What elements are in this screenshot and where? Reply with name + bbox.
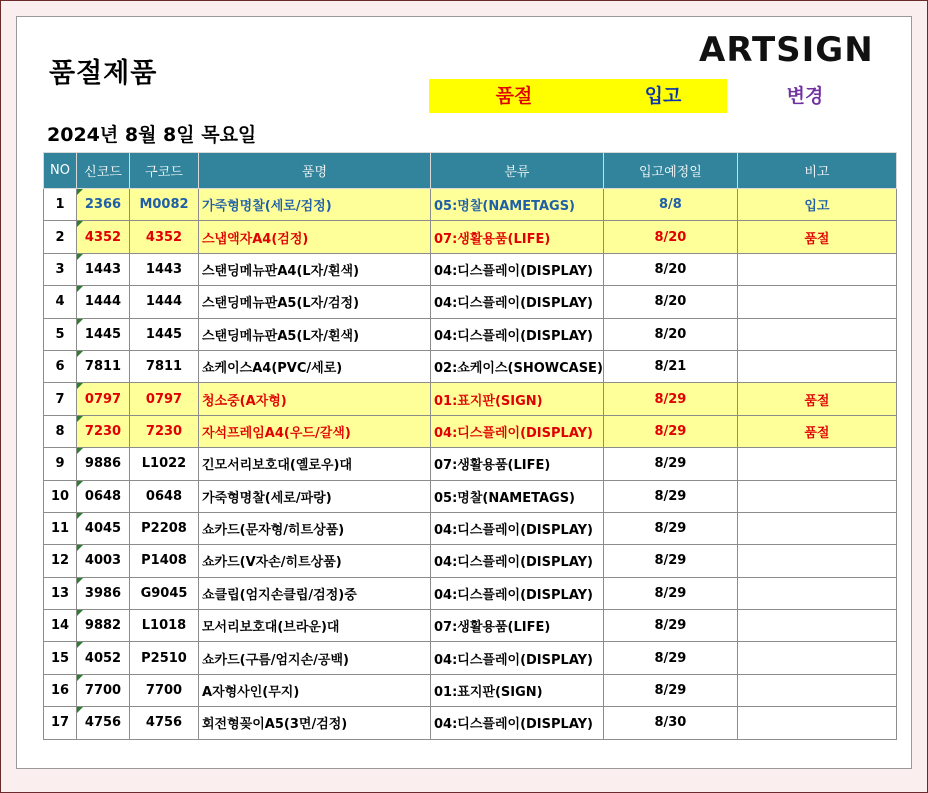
row-product-name: 스탠딩메뉴판A4(L자/흰색) <box>199 253 431 285</box>
row-note: 품절 <box>737 415 896 447</box>
row-old-code: 1443 <box>130 253 199 285</box>
row-arrival-date: 8/29 <box>603 512 737 544</box>
table-row <box>44 545 897 577</box>
row-new-code: 4052 <box>77 642 130 674</box>
row-category: 04:디스플레이(DISPLAY) <box>431 577 604 609</box>
header-note: 비고 <box>737 153 896 189</box>
row-no: 5 <box>44 318 77 350</box>
table-row <box>44 286 897 318</box>
table-row <box>44 480 897 512</box>
row-category: 01:표지판(SIGN) <box>431 674 604 706</box>
row-old-code: 4352 <box>130 221 199 253</box>
row-category: 05:명찰(NAMETAGS) <box>431 480 604 512</box>
row-note <box>737 707 896 739</box>
table-row <box>44 610 897 642</box>
row-new-code: 7811 <box>77 350 130 382</box>
row-old-code: P1408 <box>130 545 199 577</box>
row-note: 품절 <box>737 221 896 253</box>
row-note <box>737 448 896 480</box>
header-product-name: 품명 <box>199 153 431 189</box>
row-product-name: A자형사인(무지) <box>199 674 431 706</box>
row-note: 품절 <box>737 383 896 415</box>
table-row <box>44 577 897 609</box>
row-note <box>737 545 896 577</box>
row-arrival-date: 8/20 <box>603 221 737 253</box>
row-arrival-date: 8/20 <box>603 286 737 318</box>
row-arrival-date: 8/29 <box>603 545 737 577</box>
row-product-name: 쇼케이스A4(PVC/세로) <box>199 350 431 382</box>
table-row <box>44 383 897 415</box>
table-row <box>44 318 897 350</box>
row-note <box>737 480 896 512</box>
row-arrival-date: 8/29 <box>603 480 737 512</box>
row-arrival-date: 8/8 <box>603 189 737 221</box>
row-arrival-date: 8/20 <box>603 253 737 285</box>
row-no: 9 <box>44 448 77 480</box>
table-row <box>44 221 897 253</box>
row-product-name: 스냅액자A4(검정) <box>199 221 431 253</box>
table-row <box>44 415 897 447</box>
table-row <box>44 253 897 285</box>
row-category: 04:디스플레이(DISPLAY) <box>431 318 604 350</box>
row-old-code: G9045 <box>130 577 199 609</box>
row-product-name: 스탠딩메뉴판A5(L자/검정) <box>199 286 431 318</box>
row-new-code: 9886 <box>77 448 130 480</box>
row-new-code: 9882 <box>77 610 130 642</box>
brand-logo: ARTSIGN <box>699 30 874 70</box>
row-category: 07:생활용품(LIFE) <box>431 448 604 480</box>
table-row <box>44 448 897 480</box>
row-no: 8 <box>44 415 77 447</box>
row-no: 2 <box>44 221 77 253</box>
row-arrival-date: 8/29 <box>603 610 737 642</box>
header-new-code: 신코드 <box>77 153 130 189</box>
row-product-name: 쇼클립(엄지손클립/검정)중 <box>199 577 431 609</box>
row-category: 04:디스플레이(DISPLAY) <box>431 253 604 285</box>
legend-inbound: 입고 <box>644 85 682 107</box>
row-old-code: L1018 <box>130 610 199 642</box>
row-note <box>737 642 896 674</box>
row-no: 14 <box>44 610 77 642</box>
row-category: 07:생활용품(LIFE) <box>431 610 604 642</box>
row-no: 10 <box>44 480 77 512</box>
row-product-name: 쇼카드(V자손/히트상품) <box>199 545 431 577</box>
row-note <box>737 350 896 382</box>
table-row <box>44 674 897 706</box>
row-note <box>737 674 896 706</box>
table-row <box>44 350 897 382</box>
row-product-name: 청소중(A자형) <box>199 383 431 415</box>
row-product-name: 쇼카드(문자형/히트상품) <box>199 512 431 544</box>
report-date: 2024년 8월 8일 목요일 <box>47 124 257 146</box>
row-new-code: 3986 <box>77 577 130 609</box>
row-arrival-date: 8/20 <box>603 318 737 350</box>
row-old-code: M0082 <box>130 189 199 221</box>
row-old-code: 7811 <box>130 350 199 382</box>
row-no: 1 <box>44 189 77 221</box>
row-new-code: 4003 <box>77 545 130 577</box>
row-note <box>737 286 896 318</box>
row-category: 02:쇼케이스(SHOWCASE) <box>431 350 604 382</box>
row-product-name: 자석프레임A4(우드/갈색) <box>199 415 431 447</box>
report-sheet <box>16 16 912 769</box>
header-arrival-date: 입고예정일 <box>603 153 737 189</box>
row-old-code: 7700 <box>130 674 199 706</box>
soldout-table <box>43 152 897 740</box>
table-row <box>44 189 897 221</box>
row-arrival-date: 8/29 <box>603 642 737 674</box>
row-new-code: 4352 <box>77 221 130 253</box>
row-arrival-date: 8/29 <box>603 448 737 480</box>
table-row <box>44 707 897 739</box>
row-old-code: 1445 <box>130 318 199 350</box>
row-category: 04:디스플레이(DISPLAY) <box>431 642 604 674</box>
header-category: 분류 <box>431 153 604 189</box>
row-product-name: 긴모서리보호대(옐로우)대 <box>199 448 431 480</box>
row-arrival-date: 8/29 <box>603 577 737 609</box>
row-no: 3 <box>44 253 77 285</box>
row-category: 05:명찰(NAMETAGS) <box>431 189 604 221</box>
row-new-code: 7700 <box>77 674 130 706</box>
row-category: 01:표지판(SIGN) <box>431 383 604 415</box>
row-new-code: 1445 <box>77 318 130 350</box>
row-no: 15 <box>44 642 77 674</box>
row-new-code: 1443 <box>77 253 130 285</box>
row-old-code: L1022 <box>130 448 199 480</box>
row-product-name: 가죽형명찰(세로/검정) <box>199 189 431 221</box>
row-arrival-date: 8/21 <box>603 350 737 382</box>
row-no: 17 <box>44 707 77 739</box>
row-no: 16 <box>44 674 77 706</box>
row-new-code: 1444 <box>77 286 130 318</box>
row-product-name: 회전형꽂이A5(3면/검정) <box>199 707 431 739</box>
row-no: 11 <box>44 512 77 544</box>
row-new-code: 7230 <box>77 415 130 447</box>
row-old-code: 0797 <box>130 383 199 415</box>
row-category: 04:디스플레이(DISPLAY) <box>431 707 604 739</box>
row-old-code: 1444 <box>130 286 199 318</box>
row-category: 04:디스플레이(DISPLAY) <box>431 415 604 447</box>
row-old-code: P2208 <box>130 512 199 544</box>
row-note <box>737 610 896 642</box>
row-category: 04:디스플레이(DISPLAY) <box>431 286 604 318</box>
table-header-row <box>44 153 897 189</box>
row-new-code: 0797 <box>77 383 130 415</box>
row-category: 04:디스플레이(DISPLAY) <box>431 545 604 577</box>
row-category: 04:디스플레이(DISPLAY) <box>431 512 604 544</box>
legend-change: 변경 <box>786 85 824 107</box>
row-new-code: 0648 <box>77 480 130 512</box>
row-old-code: 7230 <box>130 415 199 447</box>
row-no: 6 <box>44 350 77 382</box>
row-note <box>737 318 896 350</box>
row-arrival-date: 8/29 <box>603 415 737 447</box>
row-arrival-date: 8/30 <box>603 707 737 739</box>
row-note <box>737 253 896 285</box>
row-new-code: 4045 <box>77 512 130 544</box>
row-product-name: 스탠딩메뉴판A5(L자/흰색) <box>199 318 431 350</box>
row-note <box>737 577 896 609</box>
row-note: 입고 <box>737 189 896 221</box>
row-new-code: 2366 <box>77 189 130 221</box>
row-no: 13 <box>44 577 77 609</box>
header-no: NO <box>44 153 77 189</box>
row-new-code: 4756 <box>77 707 130 739</box>
row-old-code: 4756 <box>130 707 199 739</box>
table-row <box>44 642 897 674</box>
row-no: 7 <box>44 383 77 415</box>
row-no: 12 <box>44 545 77 577</box>
row-arrival-date: 8/29 <box>603 383 737 415</box>
row-old-code: 0648 <box>130 480 199 512</box>
row-old-code: P2510 <box>130 642 199 674</box>
row-product-name: 쇼카드(구름/엄지손/공백) <box>199 642 431 674</box>
row-no: 4 <box>44 286 77 318</box>
row-arrival-date: 8/29 <box>603 674 737 706</box>
header-old-code: 구코드 <box>130 153 199 189</box>
row-product-name: 모서리보호대(브라운)대 <box>199 610 431 642</box>
row-product-name: 가죽형명찰(세로/파랑) <box>199 480 431 512</box>
row-category: 07:생활용품(LIFE) <box>431 221 604 253</box>
legend-soldout: 품절 <box>495 85 533 107</box>
table-row <box>44 512 897 544</box>
page-title: 품절제품 <box>49 58 158 89</box>
row-note <box>737 512 896 544</box>
